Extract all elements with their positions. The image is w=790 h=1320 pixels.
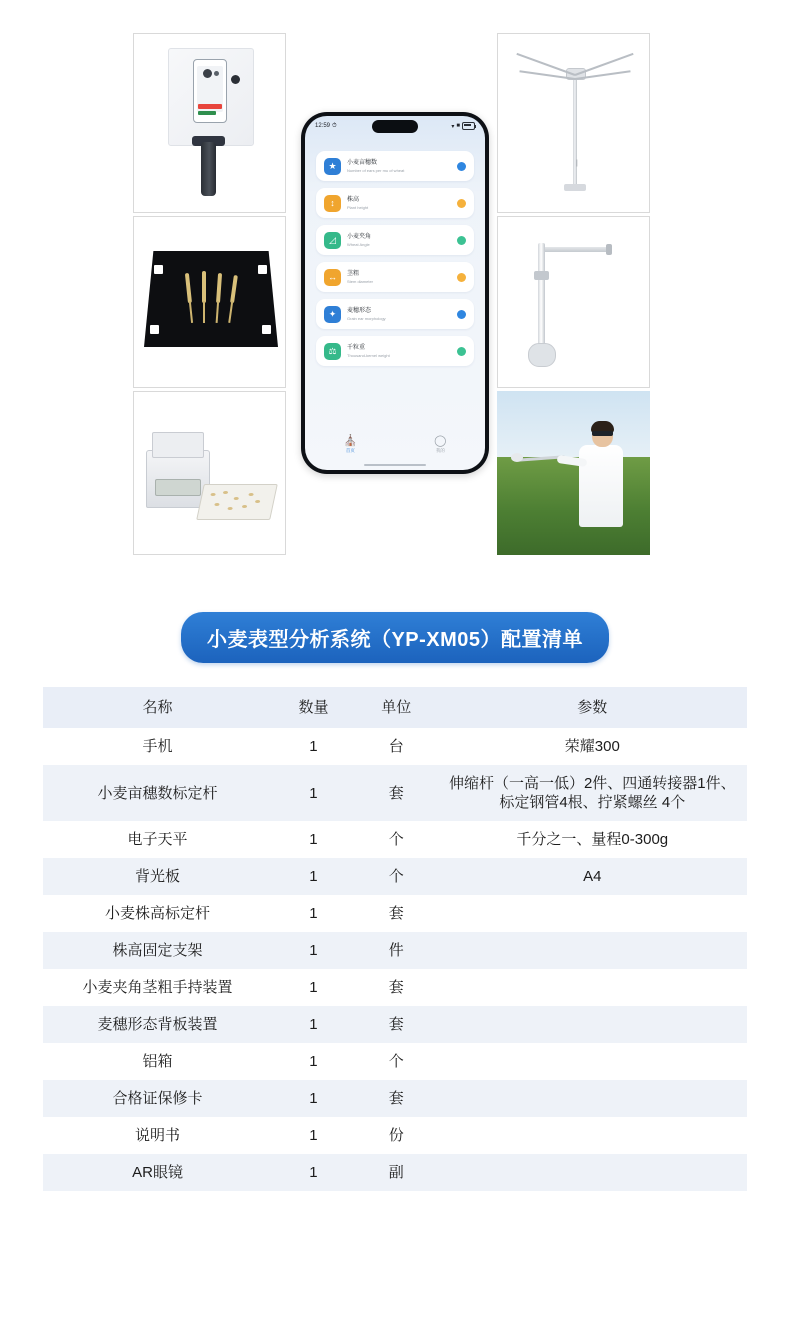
- signal-icon: ■: [456, 123, 460, 129]
- wifi-icon: ▾: [451, 123, 455, 130]
- app-function-list: [305, 133, 485, 366]
- green-indicator-strip: [198, 111, 216, 115]
- cell-name: 说明书: [135, 1127, 181, 1144]
- cell-unit: 个: [388, 831, 404, 848]
- cell-param: [438, 1006, 747, 1043]
- cell-param: [438, 1043, 747, 1080]
- cell-unit: 台: [388, 738, 404, 755]
- tab-mine[interactable]: [434, 436, 446, 454]
- kernel-weight-icon: ⚖: [324, 343, 341, 360]
- balance-weighing-pan: [152, 432, 204, 458]
- person-icon: ◯: [434, 435, 447, 447]
- phone-screen: [305, 116, 485, 470]
- mounted-phone: [193, 59, 227, 123]
- grain: [242, 505, 248, 508]
- cell-qty: 1: [309, 979, 318, 996]
- cell-name: 背光板: [135, 868, 181, 885]
- status-dot: [457, 273, 466, 282]
- adjust-knob: [231, 75, 240, 84]
- app-label-en: Wheat Angle: [347, 241, 370, 247]
- stem-diameter-icon: ↔: [324, 269, 341, 286]
- cell-unit: 份: [388, 1127, 404, 1144]
- cell-param: [438, 895, 747, 932]
- field-researcher-photo: [497, 391, 650, 555]
- cell-unit: 件: [388, 942, 404, 959]
- tab-home[interactable]: [343, 436, 357, 454]
- status-dot: [457, 310, 466, 319]
- cell-name: 小麦株高标定杆: [105, 905, 211, 922]
- phone-notch: [372, 120, 418, 133]
- app-label-cn: 茎粗: [347, 270, 360, 277]
- table-row: [43, 821, 747, 858]
- home-indicator: [364, 464, 426, 467]
- grain-morphology-icon: ✦: [324, 306, 341, 323]
- cell-param: [438, 969, 747, 1006]
- cell-name: 电子天平: [127, 831, 188, 848]
- app-label-cn: 千粒重: [347, 344, 366, 351]
- pole-base: [528, 343, 556, 367]
- table-body: [43, 728, 747, 1191]
- column-header-param: 参数: [438, 687, 747, 728]
- cell-name: 株高固定支架: [112, 942, 203, 959]
- cell-qty: 1: [309, 831, 318, 848]
- grain-sample-tray: [196, 484, 278, 520]
- grain: [233, 497, 239, 500]
- table-row: [43, 1154, 747, 1191]
- cell-param: [438, 932, 747, 969]
- app-row-kernel-weight[interactable]: [316, 336, 474, 366]
- researcher-lab-coat: [579, 445, 623, 527]
- table-row: [43, 1080, 747, 1117]
- wheat-ear: [202, 271, 206, 303]
- vertical-pole: [538, 243, 545, 349]
- cell-param: [438, 1080, 747, 1117]
- sky: [497, 391, 650, 463]
- phone-tabbar: [305, 430, 485, 460]
- app-row-wheat-angle[interactable]: [316, 225, 474, 255]
- column-header-name: 名称: [43, 687, 272, 728]
- cell-qty: 1: [309, 784, 318, 802]
- app-row-ears-count[interactable]: [316, 151, 474, 181]
- table-row: [43, 765, 747, 821]
- table-head: [43, 687, 747, 728]
- camera-lens-secondary-icon: [214, 71, 219, 76]
- measuring-rod-tip: [511, 453, 523, 462]
- cell-qty: 1: [309, 942, 318, 959]
- home-icon: ⛪: [343, 435, 358, 447]
- camera-lens-icon: [203, 69, 212, 78]
- cell-param: [438, 1117, 747, 1154]
- product-image-collage: [0, 0, 790, 560]
- cell-unit: 套: [388, 784, 404, 802]
- cell-unit: 套: [388, 1090, 404, 1107]
- page-title: 小麦表型分析系统（YP-XM05）配置清单: [181, 612, 609, 663]
- wheat-angle-icon: ◿: [324, 232, 341, 249]
- analytical-balance-photo: [133, 391, 286, 555]
- cell-qty: 1: [309, 1016, 318, 1033]
- table-row: [43, 895, 747, 932]
- red-indicator-strip: [198, 104, 222, 109]
- pole-foot: [564, 184, 586, 191]
- pole-scale-label: |: [576, 160, 578, 167]
- app-label-cn: 株高: [347, 196, 360, 203]
- cell-name: 麦穗形态背板装置: [97, 1016, 218, 1033]
- wheat-ear: [216, 273, 222, 303]
- cell-qty: 1: [309, 868, 318, 885]
- alarm-icon: ⏱: [332, 122, 337, 129]
- app-label-cn: 小麦亩穗数: [347, 159, 378, 166]
- cell-name: 小麦夹角茎粗手持装置: [82, 979, 233, 996]
- hand-grip: [201, 142, 216, 196]
- cell-qty: 1: [309, 738, 318, 755]
- cell-unit: 副: [388, 1164, 404, 1181]
- app-row-plant-height[interactable]: [316, 188, 474, 218]
- ar-glasses-icon: [592, 431, 613, 436]
- cell-param: A4: [583, 868, 602, 885]
- status-time: 12:59: [315, 123, 331, 129]
- table-row: [43, 858, 747, 895]
- cell-qty: 1: [309, 905, 318, 922]
- cell-unit: 套: [388, 905, 404, 922]
- wheat-ear-backboard-photo: [133, 216, 286, 388]
- column-header-qty: 数量: [272, 687, 355, 728]
- cell-qty: 1: [309, 1127, 318, 1144]
- app-row-grain-morphology[interactable]: [316, 299, 474, 329]
- tab-home-label: 首页: [345, 448, 355, 453]
- cross-arm-calibration-pole-photo: [497, 33, 650, 213]
- grain: [248, 493, 254, 496]
- plant-height-icon: ↕: [324, 195, 341, 212]
- battery-icon: [462, 122, 475, 130]
- calibration-marker: [154, 265, 163, 274]
- cell-name: 手机: [142, 738, 173, 755]
- wheat-field: [497, 457, 650, 555]
- arm-tip: [606, 244, 612, 255]
- vertical-pole: [573, 72, 577, 190]
- grain: [255, 500, 261, 503]
- grain: [227, 507, 233, 510]
- cell-unit: 个: [388, 1053, 404, 1070]
- app-label-en: Stem diameter: [347, 278, 374, 284]
- cell-qty: 1: [309, 1090, 318, 1107]
- status-dot: [457, 199, 466, 208]
- app-label-en: Number of ears per mu of wheat: [347, 167, 405, 173]
- configuration-table: [43, 687, 747, 1191]
- cell-param: 荣耀300: [564, 738, 620, 755]
- app-label-en: Thousand-kernel weight: [347, 352, 390, 358]
- black-backboard: [144, 251, 278, 347]
- cell-qty: 1: [309, 1164, 318, 1181]
- configuration-table-wrap: [43, 687, 747, 1191]
- table-row: [43, 1117, 747, 1154]
- calibration-marker: [262, 325, 271, 334]
- cell-name: 小麦亩穗数标定杆: [97, 784, 218, 802]
- height-calibration-pole-photo: [497, 216, 650, 388]
- status-dot: [457, 162, 466, 171]
- grain: [214, 503, 220, 506]
- table-row: [43, 969, 747, 1006]
- phone-mockup: [301, 112, 489, 474]
- title-banner-wrap: [0, 612, 790, 663]
- handheld-device-photo: [133, 33, 286, 213]
- ears-count-icon: ★: [324, 158, 341, 175]
- cell-name: 合格证保修卡: [112, 1090, 203, 1107]
- device-backplate: [168, 48, 254, 146]
- horizontal-arm: [538, 247, 610, 252]
- cell-name: 铝箱: [142, 1053, 173, 1070]
- app-row-stem-diameter[interactable]: [316, 262, 474, 292]
- calibration-marker: [150, 325, 159, 334]
- cell-param: 千分之一、量程0-300g: [516, 831, 669, 848]
- app-label-en: Plant height: [347, 204, 369, 210]
- cell-unit: 套: [388, 1016, 404, 1033]
- app-label-en: Grain ear morphology: [347, 315, 386, 321]
- table-row: [43, 1043, 747, 1080]
- grain: [210, 493, 216, 496]
- cell-name: AR眼镜: [132, 1164, 183, 1181]
- wheat-ear: [230, 275, 238, 303]
- cell-param: [438, 1154, 747, 1191]
- cell-unit: 个: [388, 868, 404, 885]
- wheat-ear: [185, 273, 192, 303]
- status-dot: [457, 347, 466, 356]
- tab-mine-label: 我的: [435, 448, 445, 453]
- table-header-row: [43, 687, 747, 728]
- calibration-marker: [258, 265, 267, 274]
- table-row: [43, 728, 747, 765]
- cell-unit: 套: [388, 979, 404, 996]
- table-row: [43, 932, 747, 969]
- status-dot: [457, 236, 466, 245]
- app-label-cn: 麦穗形态: [347, 307, 372, 314]
- table-row: [43, 1006, 747, 1043]
- cell-param: 伸缩杆（一高一低）2件、四通转接器1件、标定钢管4根、拧紧螺丝 4个: [448, 775, 736, 811]
- cell-qty: 1: [309, 1053, 318, 1070]
- pole-clamp: [534, 271, 549, 280]
- balance-display: [155, 479, 201, 496]
- app-label-cn: 小麦夹角: [347, 233, 372, 240]
- grain: [223, 491, 229, 494]
- column-header-unit: 单位: [355, 687, 438, 728]
